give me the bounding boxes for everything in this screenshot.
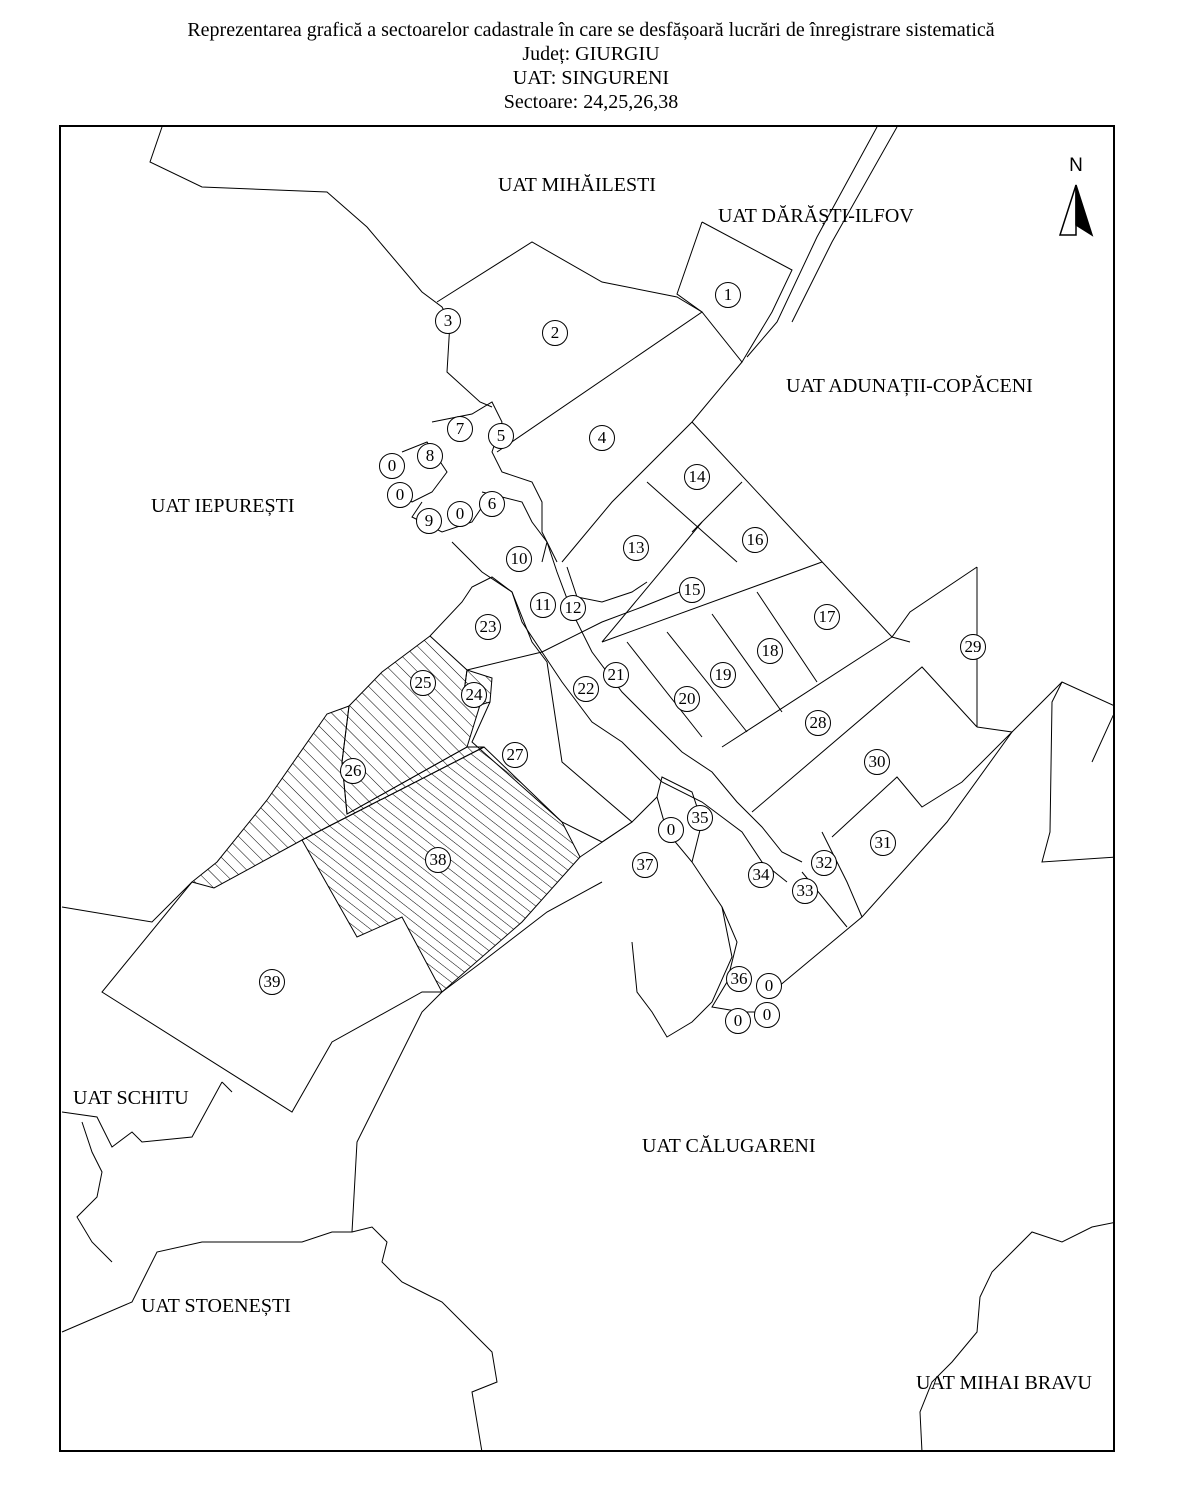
sector-marker-zero: 0 xyxy=(658,817,684,843)
sector-marker-27: 27 xyxy=(502,742,528,768)
north-arrow-icon xyxy=(1056,155,1096,240)
north-arrow xyxy=(1056,155,1096,240)
sector-marker-23: 23 xyxy=(475,614,501,640)
sector-marker-10: 10 xyxy=(506,546,532,572)
sector-marker-zero: 0 xyxy=(379,453,405,479)
sector-marker-8: 8 xyxy=(417,443,443,469)
sector-marker-19: 19 xyxy=(710,662,736,688)
sector-marker-20: 20 xyxy=(674,686,700,712)
sector-marker-2: 2 xyxy=(542,320,568,346)
uat-label-mihailesti: UAT MIHĂILESTI xyxy=(498,174,656,196)
title-uat: UAT: SINGURENI xyxy=(512,67,670,89)
sector-marker-zero: 0 xyxy=(756,973,782,999)
sector-marker-zero: 0 xyxy=(754,1002,780,1028)
sector-marker-zero: 0 xyxy=(725,1008,751,1034)
sector-marker-14: 14 xyxy=(684,464,710,490)
sector-marker-31: 31 xyxy=(870,830,896,856)
sector-marker-16: 16 xyxy=(742,527,768,553)
sector-marker-37: 37 xyxy=(632,852,658,878)
uat-label-schitu: UAT SCHITU xyxy=(73,1087,189,1109)
sector-marker-18: 18 xyxy=(757,638,783,664)
cadastral-map xyxy=(61,127,1115,1452)
sector-marker-13: 13 xyxy=(623,535,649,561)
sector-marker-9: 9 xyxy=(416,508,442,534)
uat-label-darasti: UAT DĂRĂȘTI-ILFOV xyxy=(718,205,914,227)
title-county: Județ: GIURGIU xyxy=(522,43,660,65)
sector-marker-38: 38 xyxy=(425,847,451,873)
map-title xyxy=(0,18,1182,114)
sector-marker-29: 29 xyxy=(960,634,986,660)
sector-marker-11: 11 xyxy=(530,592,556,618)
sector-marker-7: 7 xyxy=(447,416,473,442)
sector-marker-33: 33 xyxy=(792,878,818,904)
sector-marker-25: 25 xyxy=(410,670,436,696)
sector-marker-26: 26 xyxy=(340,758,366,784)
sector-marker-35: 35 xyxy=(687,805,713,831)
sector-marker-zero: 0 xyxy=(387,482,413,508)
sector-marker-32: 32 xyxy=(811,850,837,876)
sector-marker-zero: 0 xyxy=(447,501,473,527)
sector-marker-28: 28 xyxy=(805,710,831,736)
title-line-1: Reprezentarea grafică a sectoarelor cadastrale în care se desfășoară lucrări de înregistrare sistematică xyxy=(187,19,995,41)
uat-label-adunatii: UAT ADUNAȚII-COPĂCENI xyxy=(786,375,1033,397)
sector-marker-12: 12 xyxy=(560,595,586,621)
uat-label-stoenesti: UAT STOENEȘTI xyxy=(141,1295,291,1317)
uat-label-mihai-bravu: UAT MIHAI BRAVU xyxy=(916,1372,1092,1394)
map-frame xyxy=(59,125,1115,1452)
sector-marker-6: 6 xyxy=(479,491,505,517)
sector-marker-5: 5 xyxy=(488,423,514,449)
sector-marker-3: 3 xyxy=(435,308,461,334)
sector-marker-22: 22 xyxy=(573,676,599,702)
sector-marker-34: 34 xyxy=(748,862,774,888)
sector-marker-36: 36 xyxy=(726,966,752,992)
sector-marker-17: 17 xyxy=(814,604,840,630)
uat-label-calugareni: UAT CĂLUGARENI xyxy=(642,1135,816,1157)
title-sectors: Sectoare: 24,25,26,38 xyxy=(503,91,679,113)
sector-marker-1: 1 xyxy=(715,282,741,308)
sector-marker-39: 39 xyxy=(259,969,285,995)
sector-boundaries xyxy=(62,127,1115,1452)
uat-label-iepuresti: UAT IEPUREȘTI xyxy=(151,495,295,517)
sector-marker-15: 15 xyxy=(679,577,705,603)
sector-marker-4: 4 xyxy=(589,425,615,451)
sector-marker-21: 21 xyxy=(603,662,629,688)
north-letter: N xyxy=(1069,155,1083,176)
sector-marker-24: 24 xyxy=(461,682,487,708)
sector-marker-30: 30 xyxy=(864,749,890,775)
